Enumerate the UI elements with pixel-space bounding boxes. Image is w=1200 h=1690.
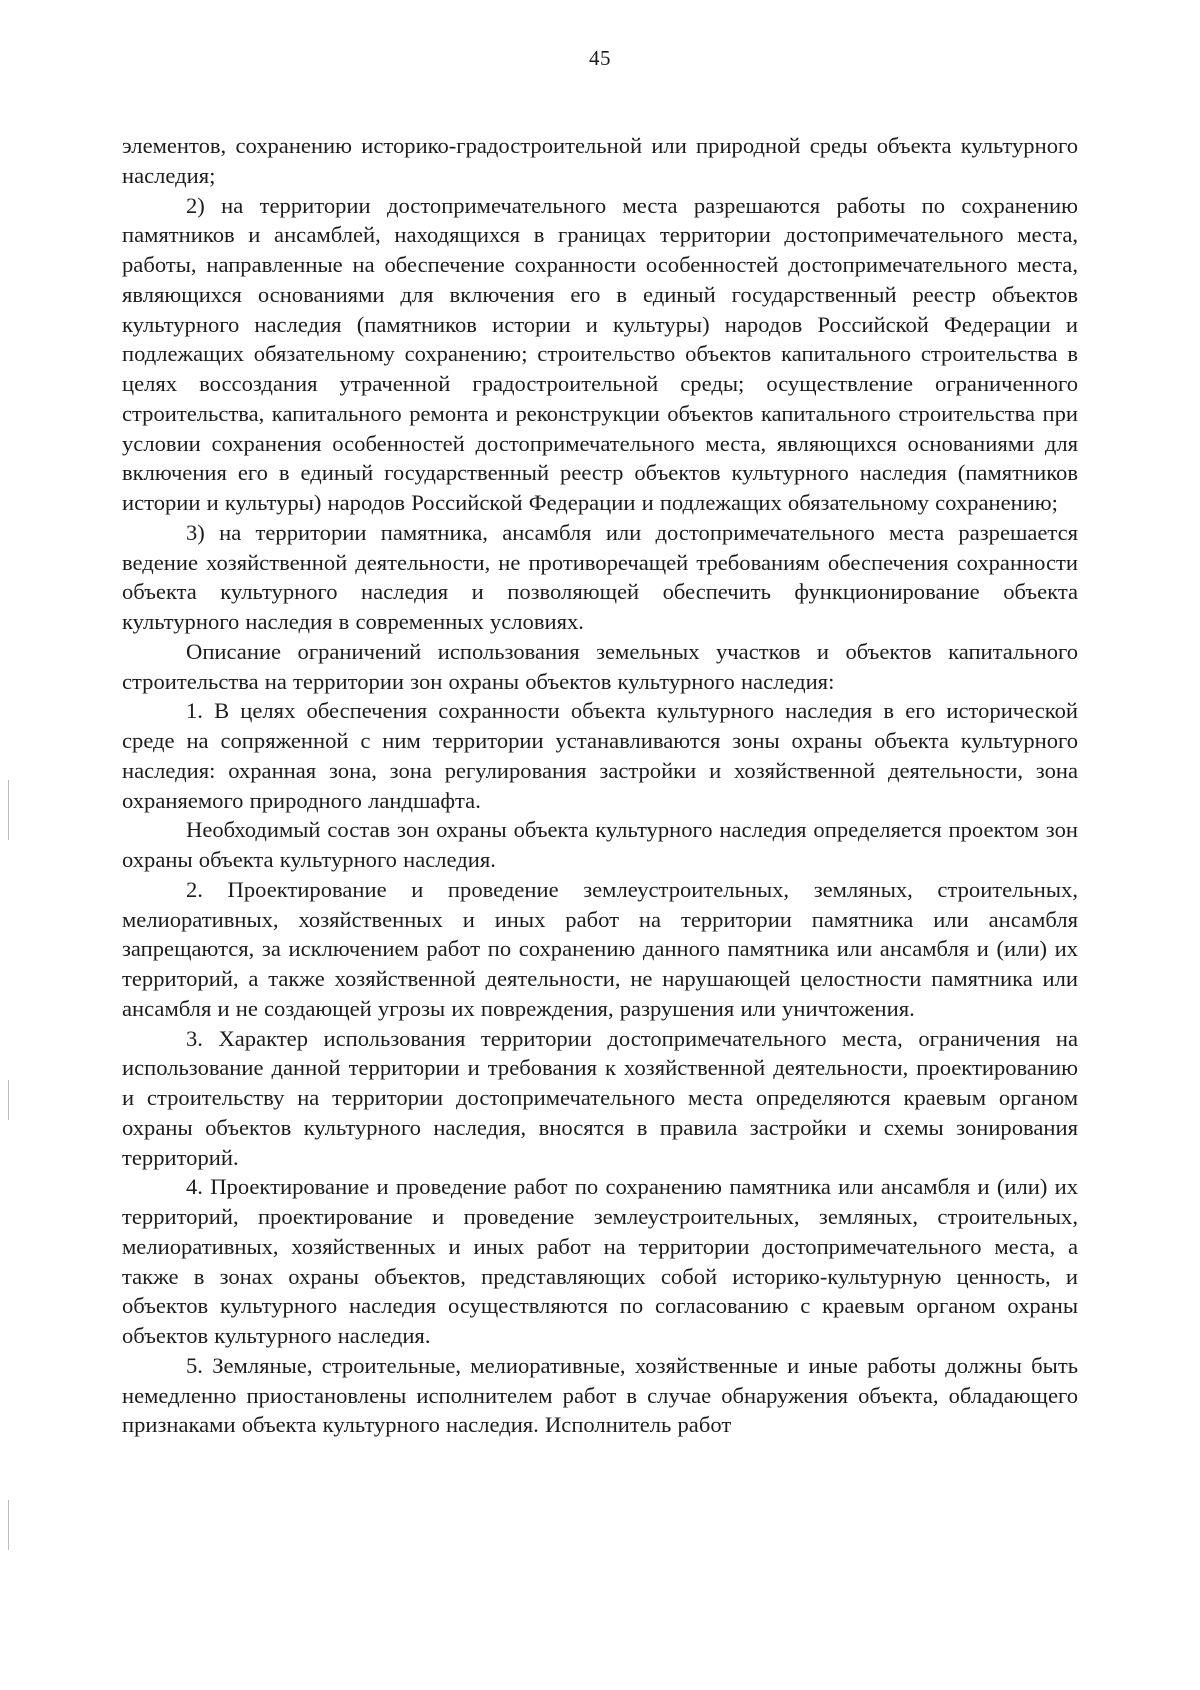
paragraph: 5. Земляные, строительные, мелиоративные, хозяйственные и иные работы должны быть немедленно приостановлены исполнителем работ в случае обнаружения объекта, обладающего признаками объекта культурного наследия. Исполнитель работ [122, 1352, 1078, 1438]
paragraph: 2. Проектирование и проведение землеустроительных, земляных, строительных, мелиоративных, хозяйственных и иных работ на территории памятника или ансамбля запрещаются, за исключением работ по сохранению данного памятника или ансамбля и (или) их территорий, а также хозяйственной деятельности, не нарушающей целостности памятника или ансамбля и не создающей угрозы их повреждения, разрушения или уничтожения. [122, 876, 1078, 1021]
paragraph: 3) на территории памятника, ансамбля или достопримечательного места разрешается ведение хозяйственной деятельности, не противоречащей требованиям обеспечения сохранности объекта культурного наследия и позволяющей обеспечить функционирование объекта культурного наследия в современных условиях. [122, 519, 1078, 634]
paragraph: 1. В целях обеспечения сохранности объекта культурного наследия в его исторической среде на сопряженной с ним территории устанавливаются зоны охраны объекта культурного наследия: охранная зона, зона регулирования застройки и хозяйственной деятельности, зона охраняемого природного ландшафта. [122, 698, 1078, 813]
paragraph: Необходимый состав зон охраны объекта культурного наследия определяется проектом зон охраны объекта культурного наследия. [122, 817, 1078, 872]
page-number: 45 [589, 46, 611, 70]
paragraph: элементов, сохранению историко-градостроительной или природной среды объекта культурного наследия; [122, 133, 1078, 188]
scan-edge-mark [8, 780, 9, 840]
paragraph: Описание ограничений использования земельных участков и объектов капитального строительства на территории зон охраны объектов культурного наследия: [122, 638, 1078, 694]
paragraph: 2) на территории достопримечательного места разрешаются работы по сохранению памятников и ансамблей, находящихся в границах территории достопримечательного места, работы, направленные на обеспечение сохранности особенностей достопримечательного места, являющихся основаниями для включения его в единый государственный реестр объектов культурного наследия (памятников истории и культуры) народов Российской Федерации и подлежащих обязательному сохранению; строительство объектов капитального строительства в целях воссоздания утраченной градостроительной среды; осуществление ограниченного строительства, капитального ремонта и реконструкции объектов капитального строительства при условии сохранения особенностей достопримечательного места, являющихся основаниями для включения его в единый государственный реестр объектов культурного наследия (памятников истории и культуры) народов Российской Федерации и подлежащих обязательному сохранению; [122, 192, 1078, 515]
document-body [122, 131, 1078, 1440]
paragraph: 4. Проектирование и проведение работ по сохранению памятника или ансамбля и (или) их территорий, проектирование и проведение землеустроительных, земляных, строительных, мелиоративных, хозяйственных и иных работ на территории достопримечательного места, а также в зонах охраны объектов, представляющих собой историко-культурную ценность, и объектов культурного наследия осуществляются по согласованию с краевым органом охраны объектов культурного наследия. [122, 1174, 1078, 1348]
scan-edge-mark [8, 1080, 9, 1120]
scan-edge-mark [8, 1500, 9, 1550]
paragraph: 3. Характер использования территории достопримечательного места, ограничения на использование данной территории и требования к хозяйственной деятельности, проектированию и строительству на территории достопримечательного места определяются краевым органом охраны объектов культурного наследия, вносятся в правила застройки и схемы зонирования территорий. [122, 1025, 1078, 1170]
